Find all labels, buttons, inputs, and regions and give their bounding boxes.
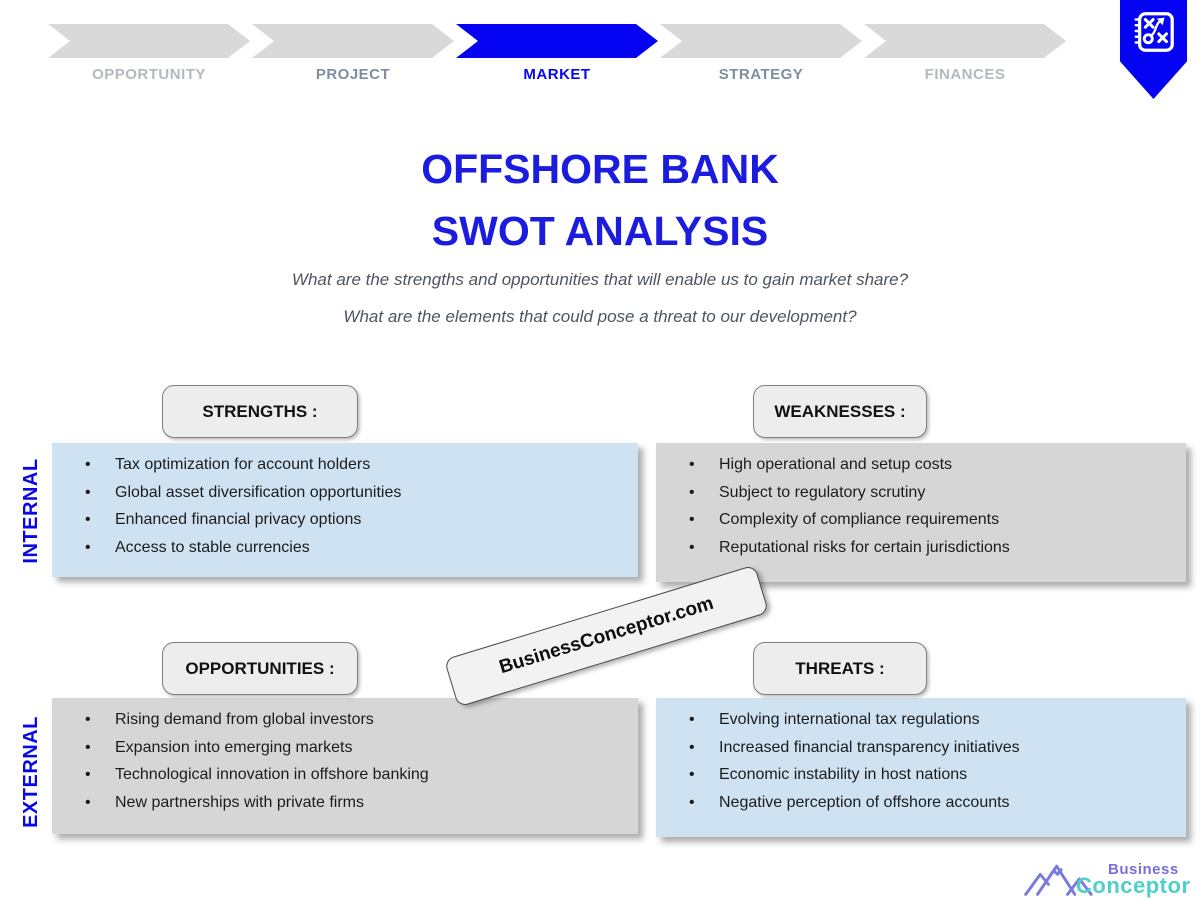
list-item: • Reputational risks for certain jurisdictions bbox=[656, 534, 1186, 562]
title-line-2: SWOT ANALYSIS bbox=[431, 208, 769, 254]
nav-label-strategy[interactable]: STRATEGY bbox=[718, 66, 804, 83]
strengths-header-box: STRENGTHS : bbox=[162, 385, 358, 438]
list-item: • Economic instability in host nations bbox=[656, 761, 1186, 789]
threats-list bbox=[656, 706, 1186, 816]
logo-text-conceptor: Conceptor bbox=[1076, 873, 1191, 898]
list-item: • New partnerships with private firms bbox=[52, 789, 638, 817]
nav-label-project[interactable]: PROJECT bbox=[315, 66, 391, 83]
watermark-badge: BusinessConceptor.com bbox=[444, 565, 769, 708]
strengths-list bbox=[52, 451, 638, 561]
list-item: • Expansion into emerging markets bbox=[52, 734, 638, 762]
nav-chevron-project[interactable] bbox=[252, 24, 454, 58]
subtitle-line-1: What are the strengths and opportunities that will enable us to gain market share? bbox=[291, 270, 909, 289]
opportunities-header-box: OPPORTUNITIES : bbox=[162, 642, 358, 695]
strengths-panel bbox=[52, 443, 638, 577]
list-item: • Complexity of compliance requirements bbox=[656, 506, 1186, 534]
threats-header-box: THREATS : bbox=[753, 642, 927, 695]
list-item: • Tax optimization for account holders bbox=[52, 451, 638, 479]
weaknesses-header-box: WEAKNESSES : bbox=[753, 385, 927, 438]
strategy-playbook-icon bbox=[1131, 9, 1177, 55]
list-item: • Rising demand from global investors bbox=[52, 706, 638, 734]
list-item: • Global asset diversification opportunities bbox=[52, 479, 638, 507]
internal-axis-label: INTERNAL bbox=[20, 458, 42, 564]
list-item: • Negative perception of offshore accounts bbox=[656, 789, 1186, 817]
opportunities-list bbox=[52, 706, 638, 816]
logo-text-business: Business bbox=[1108, 861, 1179, 878]
subtitle-line-2: What are the elements that could pose a threat to our development? bbox=[343, 307, 857, 326]
opportunities-panel bbox=[52, 698, 638, 834]
list-item: • High operational and setup costs bbox=[656, 451, 1186, 479]
nav-chevron-market[interactable] bbox=[456, 24, 658, 58]
nav-chevron-strategy[interactable] bbox=[660, 24, 862, 58]
page-title bbox=[0, 138, 1200, 262]
threats-panel bbox=[656, 698, 1186, 837]
weaknesses-list bbox=[656, 451, 1186, 561]
nav-chevron-opportunity[interactable] bbox=[48, 24, 250, 58]
nav-label-finances[interactable]: FINANCES bbox=[924, 66, 1006, 83]
list-item: • Enhanced financial privacy options bbox=[52, 506, 638, 534]
list-item: • Evolving international tax regulations bbox=[656, 706, 1186, 734]
list-item: • Access to stable currencies bbox=[52, 534, 638, 562]
title-line-1: OFFSHORE BANK bbox=[421, 146, 779, 192]
list-item: • Increased financial transparency initiatives bbox=[656, 734, 1186, 762]
list-item: • Subject to regulatory scrutiny bbox=[656, 479, 1186, 507]
external-axis-label: EXTERNAL bbox=[20, 716, 42, 828]
nav-chevron-finances[interactable] bbox=[864, 24, 1066, 58]
bookmark-ribbon bbox=[1120, 0, 1187, 99]
nav-label-opportunity[interactable]: OPPORTUNITY bbox=[92, 66, 206, 83]
list-item: • Technological innovation in offshore banking bbox=[52, 761, 638, 789]
weaknesses-panel bbox=[656, 443, 1186, 582]
nav-label-market[interactable]: MARKET bbox=[523, 66, 591, 83]
